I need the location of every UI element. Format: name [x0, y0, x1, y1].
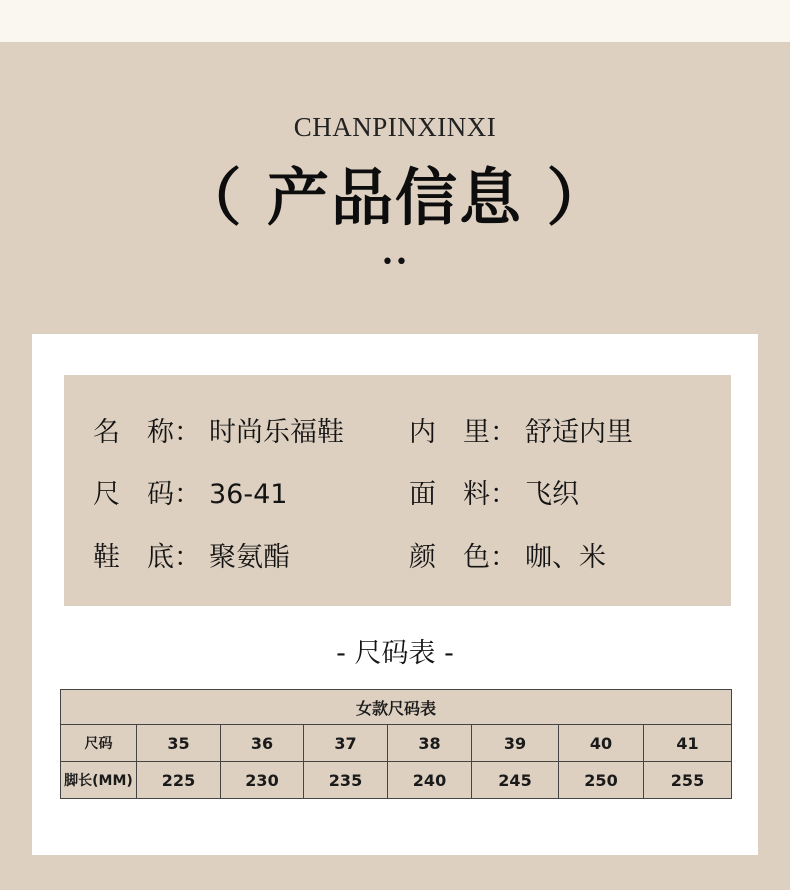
table-cell: 225: [137, 762, 221, 799]
table-title-row: [61, 690, 732, 725]
row-label: 脚长(MM): [61, 762, 137, 799]
size-chart-table: [60, 689, 732, 799]
table-cell: 235: [304, 762, 388, 799]
info-label: 颜 色：: [409, 542, 517, 573]
table-title: 女款尺码表: [61, 690, 732, 725]
section-subtitle: CHANPINXINXI: [293, 112, 497, 142]
table-cell: 245: [472, 762, 559, 799]
info-value: 时尚乐福鞋: [209, 417, 344, 448]
product-info-card: [32, 334, 758, 855]
table-cell: 255: [644, 762, 732, 799]
top-strip: [0, 0, 790, 42]
info-item-size: [93, 475, 287, 515]
info-value: 舒适内里: [525, 417, 633, 448]
info-item-color: [409, 538, 606, 578]
info-value: 飞织: [525, 479, 579, 510]
decorative-dots: ••: [381, 250, 409, 275]
table-cell: 240: [388, 762, 472, 799]
info-item-fabric: [409, 475, 579, 515]
info-label: 鞋 底：: [93, 542, 201, 573]
info-value: 咖、米: [525, 542, 606, 573]
product-info-box: [64, 375, 731, 606]
info-item-sole: [93, 538, 290, 578]
section-title: （ 产品信息 ）: [179, 161, 611, 234]
size-chart-heading: - 尺码表 -: [336, 638, 454, 669]
table-cell: 35: [137, 725, 221, 762]
info-label: 面 料：: [409, 479, 517, 510]
info-label: 内 里：: [409, 417, 517, 448]
info-label: 尺 码：: [93, 479, 201, 510]
table-cell: 41: [644, 725, 732, 762]
table-row: [61, 762, 732, 799]
table-cell: 37: [304, 725, 388, 762]
table-cell: 39: [472, 725, 559, 762]
table-row: [61, 725, 732, 762]
table-cell: 38: [388, 725, 472, 762]
table-cell: 40: [559, 725, 644, 762]
info-item-name: [93, 413, 344, 453]
info-value: 聚氨酯: [209, 542, 290, 573]
table-cell: 36: [221, 725, 304, 762]
table-cell: 230: [221, 762, 304, 799]
info-item-lining: [409, 413, 633, 453]
row-label: 尺码: [61, 725, 137, 762]
info-value: 36-41: [209, 479, 288, 510]
table-cell: 250: [559, 762, 644, 799]
info-label: 名 称：: [93, 417, 201, 448]
